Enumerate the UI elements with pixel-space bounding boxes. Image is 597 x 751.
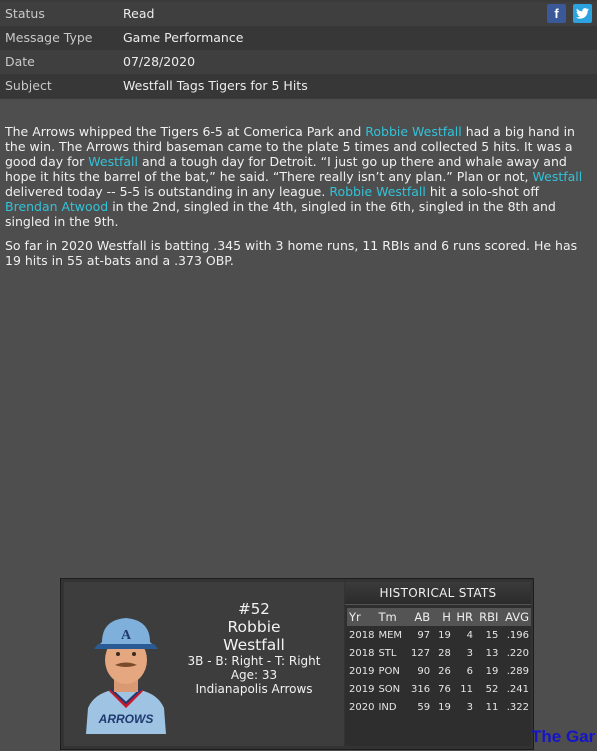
watermark-text: The Gar xyxy=(531,727,596,746)
player-link-robbie-westfall[interactable]: Robbie Westfall xyxy=(365,124,462,139)
player-link-brendan-atwood[interactable]: Brendan Atwood xyxy=(5,199,109,214)
stat-cell: 76 xyxy=(438,683,451,695)
body-paragraph-1: The Arrows whipped the Tigers 6-5 at Comerica Park and Robbie Westfall had a big hand in the win. The Arrows third baseman came to the plate 5 times and collected 5 hits. It was a good day for Westfall and a tough day for Detroit. “I just go up there and whale away and hope it hits the barrel of the bat,” he said. “There really isn’t any plan.” Plan or not, Westfall delivered today -- 5-5 is outstanding in any league. Robbie Westfall hit a solo-shot off Brendan Atwood in the 2nd, singled in the 4th, singled in the 6th, singled in the 8th and singled in the 9th. xyxy=(5,124,583,229)
stat-cell: IND xyxy=(378,701,397,713)
stat-cell: MEM xyxy=(378,629,403,641)
date-row xyxy=(0,50,597,74)
twitter-share-icon[interactable] xyxy=(573,4,592,23)
stats-header-row xyxy=(347,608,531,626)
cap-logo: A xyxy=(120,628,132,643)
stat-cell: 97 xyxy=(417,629,431,641)
stat-cell: .289 xyxy=(506,665,529,677)
player-first-name[interactable]: Robbie xyxy=(227,618,281,636)
stat-cell: 316 xyxy=(411,683,431,695)
column-header-ab[interactable]: AB xyxy=(408,608,432,626)
facebook-share-icon[interactable]: f xyxy=(547,4,566,23)
player-link-westfall[interactable]: Westfall xyxy=(532,169,583,184)
stat-cell: .241 xyxy=(506,683,529,695)
stat-cell: 13 xyxy=(485,647,499,659)
stat-cell: .322 xyxy=(506,701,529,713)
stat-cell: 2018 xyxy=(349,647,375,659)
player-last-name[interactable]: Westfall xyxy=(223,636,285,654)
subject-row xyxy=(0,74,597,98)
subject-value: Westfall Tags Tigers for 5 Hits xyxy=(123,78,308,93)
stat-cell: .196 xyxy=(506,629,529,641)
stat-cell: 90 xyxy=(417,665,431,677)
column-header-avg[interactable]: AVG xyxy=(500,608,531,626)
date-label: Date xyxy=(5,54,35,69)
historical-stats-panel xyxy=(345,582,531,746)
stat-cell: 2018 xyxy=(349,629,375,641)
jersey-logo: ARROWS xyxy=(98,712,154,726)
stat-cell: 28 xyxy=(438,647,451,659)
player-team[interactable]: Indianapolis Arrows xyxy=(195,682,313,696)
stat-cell: STL xyxy=(378,647,397,659)
subject-label: Subject xyxy=(5,78,52,93)
player-details xyxy=(184,600,324,696)
stat-cell: 11 xyxy=(485,701,499,713)
player-link-robbie-westfall[interactable]: Robbie Westfall xyxy=(329,184,426,199)
column-header-hr[interactable]: HR xyxy=(453,608,475,626)
table-row xyxy=(347,680,531,698)
stat-cell: 4 xyxy=(466,629,474,641)
player-card xyxy=(60,578,534,750)
stat-cell: 19 xyxy=(438,629,451,641)
status-row xyxy=(0,2,597,26)
stat-cell: 11 xyxy=(460,683,474,695)
stat-cell: 52 xyxy=(485,683,499,695)
player-info-panel xyxy=(64,582,344,746)
message-type-value: Game Performance xyxy=(123,30,244,45)
historical-stats-table xyxy=(347,608,531,716)
stat-cell: .220 xyxy=(506,647,529,659)
stat-cell: 2019 xyxy=(349,683,375,695)
stat-cell: 59 xyxy=(417,701,431,713)
table-row xyxy=(347,626,531,644)
stat-cell: 127 xyxy=(411,647,431,659)
stat-cell: 2020 xyxy=(349,701,375,713)
table-row xyxy=(347,662,531,680)
stat-cell: PON xyxy=(378,665,400,677)
body-paragraph-2: So far in 2020 Westfall is batting .345 with 3 home runs, 11 RBIs and 6 runs scored. He has 19 hits in 55 at-bats and a .373 OBP. xyxy=(5,238,578,268)
message-type-label: Message Type xyxy=(5,30,93,45)
stat-cell: 15 xyxy=(485,629,499,641)
stat-cell: 19 xyxy=(438,701,451,713)
column-header-yr[interactable]: Yr xyxy=(347,608,376,626)
stat-cell: 3 xyxy=(466,701,474,713)
message-body xyxy=(5,124,590,277)
column-header-h[interactable]: H xyxy=(432,608,453,626)
player-photo[interactable] xyxy=(80,602,172,734)
player-position-bats-throws: 3B - B: Right - T: Right xyxy=(187,654,321,668)
stat-cell: 6 xyxy=(466,665,474,677)
status-label: Status xyxy=(5,6,45,21)
player-age: Age: 33 xyxy=(230,668,278,682)
column-header-rbi[interactable]: RBI xyxy=(475,608,500,626)
table-row xyxy=(347,644,531,662)
column-header-tm[interactable]: Tm xyxy=(376,608,407,626)
historical-stats-title: HISTORICAL STATS xyxy=(345,582,531,605)
message-header xyxy=(0,0,597,99)
player-link-westfall[interactable]: Westfall xyxy=(88,154,139,169)
table-row xyxy=(347,698,531,716)
stat-cell: 2019 xyxy=(349,665,375,677)
message-type-row xyxy=(0,26,597,50)
stat-cell: 19 xyxy=(485,665,499,677)
player-number: #52 xyxy=(238,600,270,618)
date-value: 07/28/2020 xyxy=(123,54,196,69)
stat-cell: SON xyxy=(378,683,401,695)
status-value: Read xyxy=(123,6,155,21)
stat-cell: 26 xyxy=(438,665,451,677)
stat-cell: 3 xyxy=(466,647,474,659)
